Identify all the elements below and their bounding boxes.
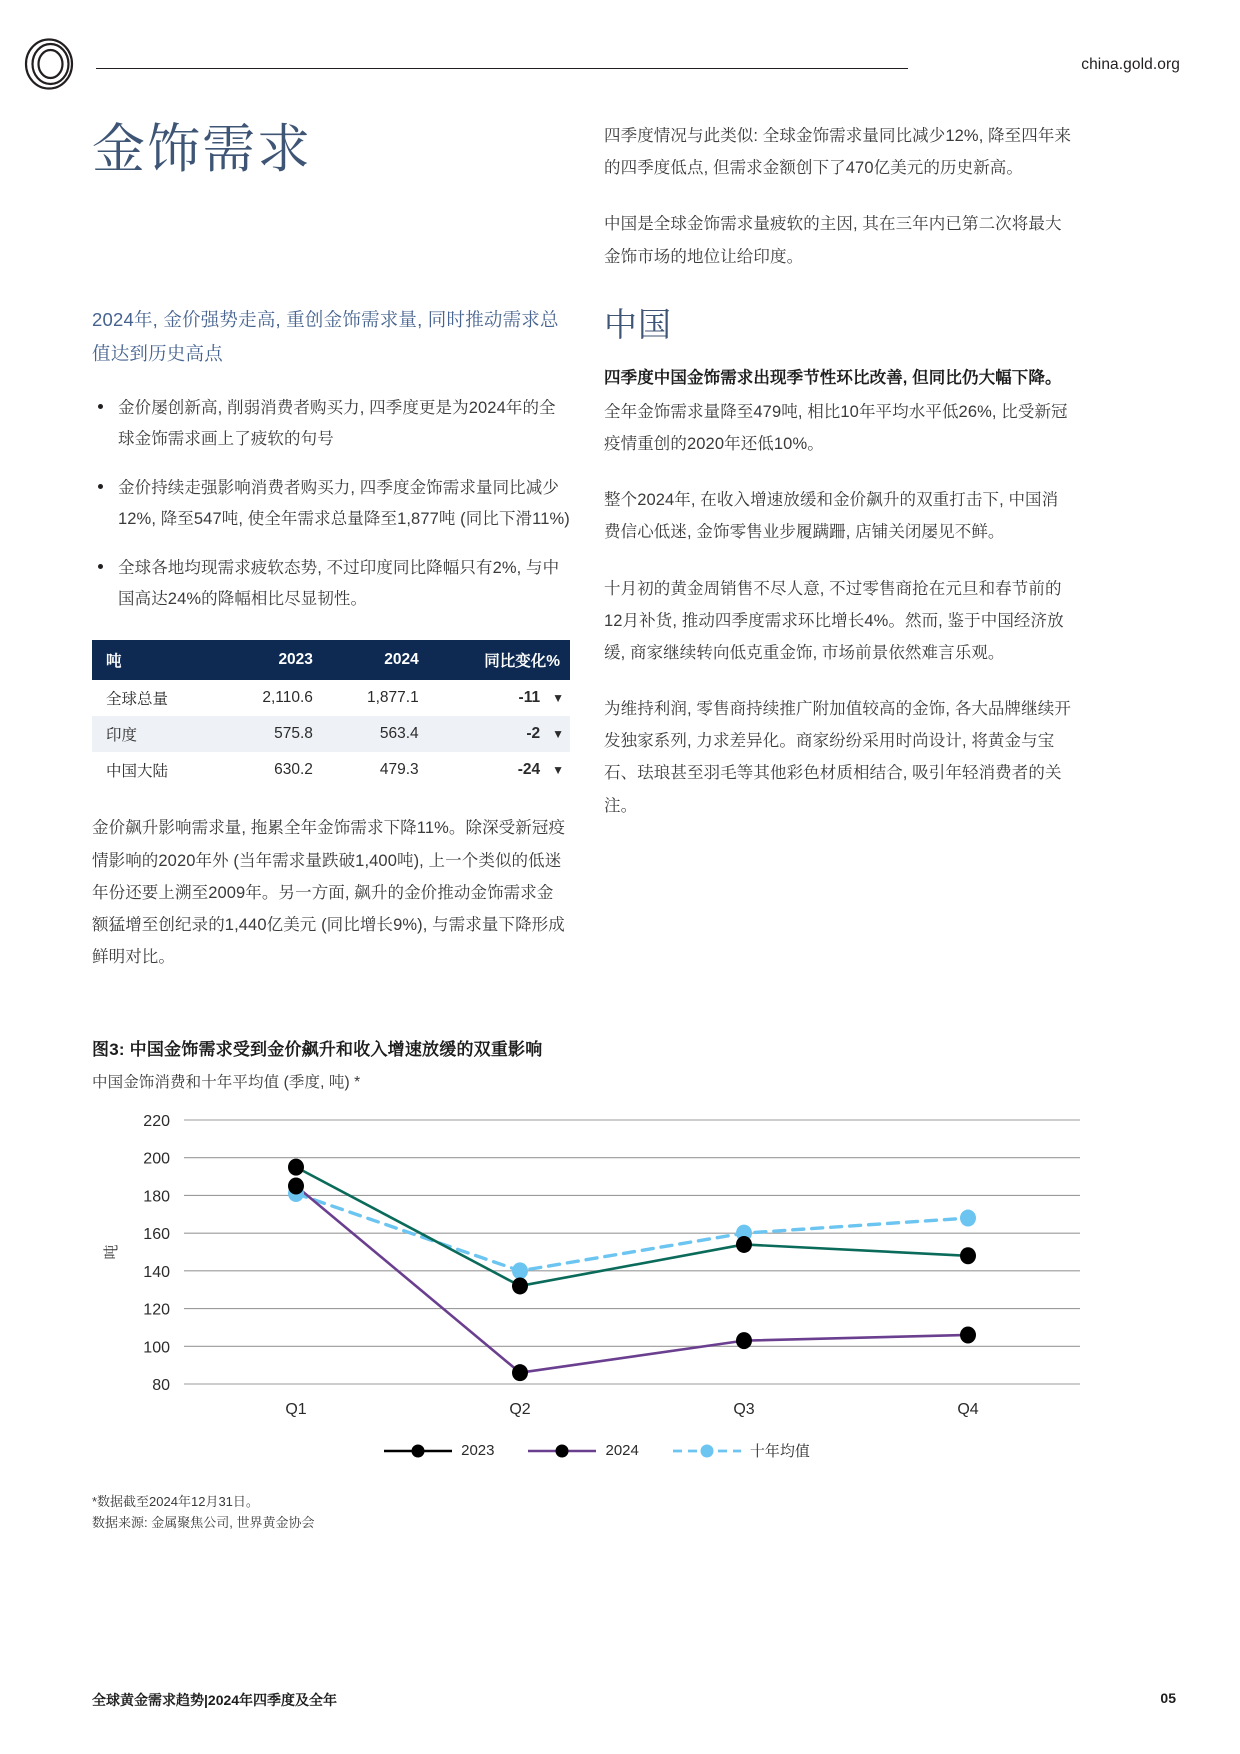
cell-2023: 2,110.6 (262, 689, 313, 707)
y-axis-tick: 200 (143, 1150, 170, 1168)
list-item: 金价屡创新高, 削弱消费者购买力, 四季度更是为2024年的全球金饰需求画上了疲软的句号 (92, 393, 570, 454)
cell-2023: 630.2 (274, 761, 313, 779)
table-header-row (92, 640, 570, 680)
cell-2024: 563.4 (379, 725, 419, 743)
footer-page-number: 05 (1160, 1690, 1176, 1706)
legend-swatch-average (673, 1444, 741, 1458)
left-column (92, 120, 570, 973)
x-axis-tick: Q3 (733, 1401, 755, 1418)
data-point (960, 1326, 976, 1343)
cell-2024: 479.3 (379, 761, 419, 779)
triangle-down-icon: ▼ (552, 727, 564, 742)
figure-subtitle: 中国金饰消费和十年平均值 (季度, 吨) * (92, 1074, 361, 1091)
footer-text: 全球黄金需求趋势|2024年四季度及全年 (92, 1692, 338, 1708)
right-paragraph-1: 四季度情况与此类似: 全球金饰需求量同比减少12%, 降至四年来的四季度低点, 但需求金额创下了470亿美元的历史新高。 (604, 127, 1072, 178)
chart-canvas (92, 1106, 1102, 1436)
right-column (604, 120, 1074, 822)
table-row (92, 680, 570, 716)
change-value: -24 (517, 761, 541, 779)
y-axis-tick: 120 (143, 1301, 170, 1319)
row-label: 印度 (106, 727, 138, 745)
right-paragraph-6: 为维持利润, 零售商持续推广附加值较高的金饰, 各大品牌继续开发独家系列, 力求差异化。商家纷纷采用时尚设计, 将黄金与宝石、珐琅甚至羽毛等其他彩色材质相结合, 吸引年轻消费者的关注。 (604, 700, 1071, 815)
right-paragraph-2: 中国是全球金饰需求量疲软的主因, 其在三年内已第二次将最大金饰市场的地位让给印度。 (604, 215, 1062, 266)
x-axis-tick: Q4 (957, 1401, 979, 1418)
y-axis-label: 吨 (103, 1244, 120, 1260)
demand-table (92, 640, 570, 788)
data-point (288, 1178, 304, 1195)
data-point (288, 1159, 304, 1176)
cell-change (429, 716, 570, 752)
y-axis-tick: 80 (152, 1377, 170, 1394)
triangle-down-icon: ▼ (552, 763, 564, 778)
concentric-rings-logo-icon (24, 38, 74, 90)
data-point (512, 1277, 528, 1294)
data-point (960, 1247, 976, 1264)
table-row (92, 752, 570, 788)
y-axis-tick: 180 (143, 1188, 170, 1206)
cell-change (429, 752, 570, 788)
row-label: 中国大陆 (106, 763, 169, 781)
left-body-paragraph: 金价飙升影响需求量, 拖累全年金饰需求下降11%。除深受新冠疫情影响的2020年外 (当年需求量跌破1,400吨), 上一个类似的低迷年份还要上溯至2009年。另一方面, 飙升的金价推动金饰需求金额猛增至创纪录的1,440亿美元 (同比增长9%), 与需求量下降形成鲜明对比。 (92, 819, 566, 967)
x-axis-tick: Q2 (509, 1401, 531, 1418)
highlights-list (92, 393, 570, 614)
page-header (0, 0, 1240, 110)
section-title-china: 中国 (604, 305, 672, 343)
change-value: -11 (518, 689, 541, 707)
legend-swatch-2023 (384, 1444, 452, 1458)
right-paragraph-3: 全年金饰需求量降至479吨, 相比10年平均水平低26%, 比受新冠疫情重创的2020年还低10%。 (604, 402, 1068, 454)
right-paragraph-4: 整个2024年, 在收入增速放缓和金价飙升的双重打击下, 中国消费信心低迷, 金饰零售业步履蹒跚, 店铺关闭屡见不鲜。 (604, 491, 1059, 542)
series-line-十年均值 (296, 1194, 968, 1271)
legend-label-2024: 2024 (605, 1442, 639, 1459)
y-axis-tick: 160 (143, 1226, 170, 1244)
legend-item-average (673, 1440, 810, 1461)
cell-2024: 1,877.1 (366, 689, 419, 707)
y-axis-tick: 100 (143, 1339, 170, 1357)
col-header-2023: 2023 (219, 640, 323, 680)
figure-note-1: *数据截至2024年12月31日。 (92, 1494, 259, 1509)
figure-notes (92, 1491, 1102, 1534)
data-point (960, 1210, 976, 1227)
right-lead-bold: 四季度中国金饰需求出现季节性环比改善, 但同比仍大幅下降。 (604, 368, 1062, 387)
legend-label-average: 十年均值 (749, 1443, 810, 1460)
legend-item-2023 (384, 1442, 494, 1459)
header-rule (96, 68, 908, 69)
data-point (736, 1236, 752, 1253)
figure-block (92, 1035, 1102, 1534)
y-axis-tick: 140 (143, 1263, 170, 1281)
data-point (512, 1364, 528, 1381)
list-item: 金价持续走强影响消费者购买力, 四季度金饰需求量同比减少12%, 降至547吨, 使全年需求总量降至1,877吨 (同比下滑11%) (92, 473, 570, 534)
line-chart (92, 1106, 1102, 1436)
data-point (512, 1262, 528, 1279)
series-line-2024 (296, 1186, 968, 1373)
change-value: -2 (526, 725, 541, 743)
chart-legend (92, 1440, 1102, 1461)
legend-label-2023: 2023 (461, 1442, 495, 1459)
x-axis-tick: Q1 (285, 1401, 307, 1418)
col-header-change: 同比变化% (429, 640, 570, 680)
figure-title: 图3: 中国金饰需求受到金价飙升和收入增速放缓的双重影响 (92, 1040, 543, 1059)
figure-note-2: 数据来源: 金属聚焦公司, 世界黄金协会 (92, 1515, 315, 1531)
triangle-down-icon: ▼ (552, 691, 564, 706)
row-label: 全球总量 (106, 691, 169, 709)
page-title: 金饰需求 (92, 120, 312, 179)
col-header-2024: 2024 (323, 640, 429, 680)
legend-swatch-2024 (528, 1444, 596, 1458)
page-footer (0, 1690, 1240, 1710)
lede-paragraph: 2024年, 金价强势走高, 重创金饰需求量, 同时推动需求总值达到历史高点 (92, 308, 559, 365)
table-row (92, 716, 570, 752)
legend-item-2024 (528, 1442, 638, 1459)
y-axis-tick: 220 (143, 1113, 170, 1130)
list-item: 全球各地均现需求疲软态势, 不过印度同比降幅只有2%, 与中国高达24%的降幅相比尽显韧性。 (92, 553, 570, 614)
right-paragraph-5: 十月初的黄金周销售不尽人意, 不过零售商抢在元旦和春节前的12月补货, 推动四季度需求环比增长4%。然而, 鉴于中国经济放缓, 商家继续转向低克重金饰, 市场前景依然难言乐观。 (604, 579, 1064, 662)
cell-2023: 575.8 (274, 725, 313, 743)
header-url[interactable]: china.gold.org (1081, 56, 1180, 73)
cell-change (429, 680, 570, 716)
col-header-unit: 吨 (92, 640, 219, 680)
data-point (736, 1332, 752, 1349)
